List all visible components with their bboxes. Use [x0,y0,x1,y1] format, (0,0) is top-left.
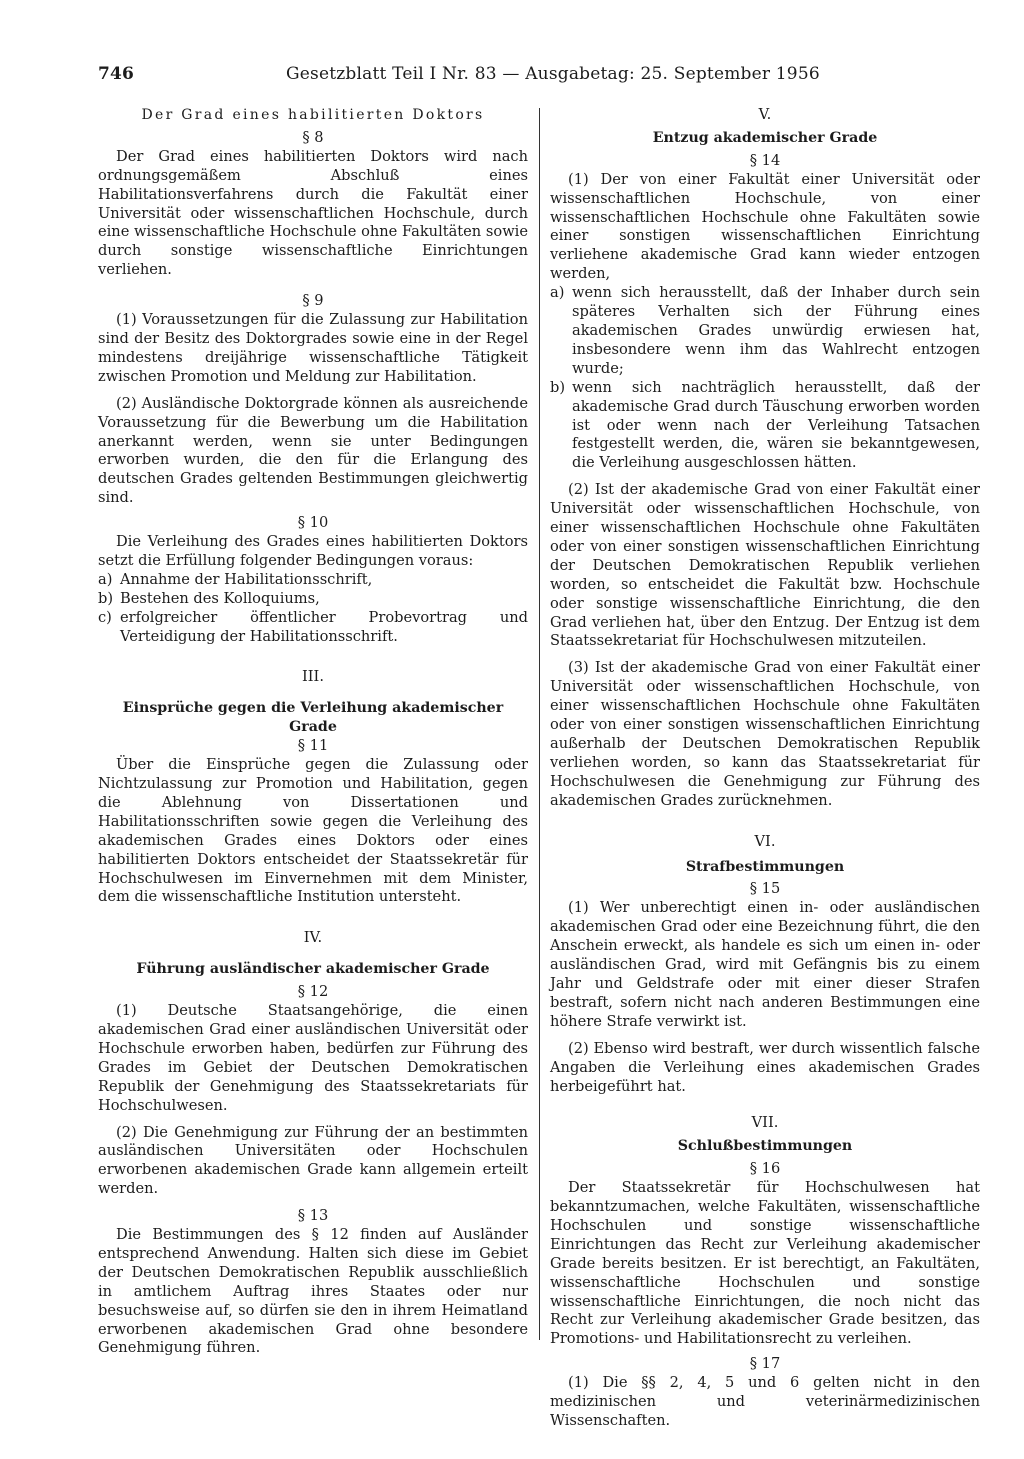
list-item: c) erfolgreicher öffentlicher Probevortrag und Verteidigung der Habilitationsschrift. [98,608,528,645]
list-item: a) Annahme der Habilitationsschrift, [98,570,373,588]
section-title-habilitation: Der Grad eines habilitierten Doktors [141,107,485,123]
paragraph-12-abs-1: (1) Deutsche Staatsangehörige, die einen akademischen Grad einer ausländischen Universität oder Hochschule erworben haben, bedürfen zur Führung des Grades im Gebiet der Deutschen Demokratischen Republik der Genehmigung des Staatssekretariats für Hochschulwesen. [98,1002,528,1114]
paragraph-17-heading: § 17 [749,1355,781,1373]
section-7-title: Schlußbestimmungen [677,1138,853,1155]
section-3-title: Einsprüche gegen die Verleihung akademischer Grade [122,700,504,736]
section-5-title: Entzug akademischer Grade [652,129,878,146]
paragraph-8-heading: § 8 [302,128,324,146]
paragraph-9-abs-2: (2) Ausländische Doktorgrade können als ausreichende Voraussetzung für die Bewerbung um die Habilitation anerkannt werden, wenn sie unter Bedingungen erworben wurden, die den für die Erlangung des deutschen Grades geltenden Bestimmungen gleichwertig sind. [98,394,528,507]
paragraph-9-heading: § 9 [302,292,324,310]
right-column [550,106,980,1431]
section-4-number: IV. [303,929,323,947]
left-column [98,106,528,1358]
section-6-title: Strafbestimmungen [685,858,845,875]
paragraph-13-heading: § 13 [297,1207,329,1225]
paragraph-14-abs-2: (2) Ist der akademische Grad von einer Fakultät einer Universität oder wissenschaftlichen Hochschule, von einer wissenschaftlichen Hochschule ohne Fakultäten oder von einer sonstigen wissenschaftlichen Einrichtung der Deutschen Demokratischen Republik verliehen worden, so entscheidet die Fakultät bzw. Hochschule oder sonstige wissenschaftliche Einrichtung, die den Grad verliehen hat, über den Entzug. Der Entzug ist dem Staatssekretariat für Hochschulwesen mitzuteilen. [550,481,980,650]
paragraph-16-text: Der Staatssekretär für Hochschulwesen hat bekanntzumachen, welche Fakultäten, wissenschaftliche Hochschulen und sonstige wissenschaftliche Einrichtungen das Recht zur Verleihung akademischer Grade bereits besitzen. Er ist berechtigt, an Fakultäten, wissenschaftliche Hochschulen und sonstige wissenschaftliche Einrichtungen, die noch nicht das Recht zur Verleihung akademischer Grade besitzen, das Promotions- und Habilitationsrecht zu verleihen. [550,1179,980,1348]
paragraph-15-heading: § 15 [749,880,781,898]
page-number: 746 [98,64,135,84]
paragraph-14-list [550,284,980,473]
paragraph-15-abs-1: (1) Wer unberechtigt einen in- oder ausländischen akademischen Grad oder eine Bezeichnung führt, die den Anschein erweckt, als handele es sich um einen in- oder ausländischen Grad, wird mit Gefängnis bis zu einem Jahr und Geldstrafe oder mit einer dieser Strafen bestraft, sofern nicht nach anderen Bestimmungen eine höhere Strafe verwirkt ist. [550,899,980,1030]
page-header [98,64,978,88]
paragraph-12-heading: § 12 [297,983,329,1001]
publication-line: Gesetzblatt Teil I Nr. 83 — Ausgabetag: 25. September 1956 [286,64,820,84]
paragraph-10-intro: Die Verleihung des Grades eines habilitierten Doktors setzt die Erfüllung folgender Bedingungen voraus: [98,533,528,569]
paragraph-8-text: Der Grad eines habilitierten Doktors wird nach ordnungsgemäßem Abschluß eines Habilitationsverfahrens durch die Fakultät einer Universität oder wissenschaftlichen Hochschule, durch eine wissenschaftliche Hochschule ohne Fakultäten sowie durch sonstige wissenschaftliche Einrichtungen verliehen. [98,147,528,279]
paragraph-10-list [98,571,528,647]
column-divider [539,108,540,1340]
paragraph-9-abs-1: (1) Voraussetzungen für die Zulassung zur Habilitation sind der Besitz des Doktorgrades sowie eine in der Regel mindestens dreijährige wissenschaftliche Tätigkeit zwischen Promotion und Meldung zur Habilitation. [98,311,528,385]
paragraph-17-text: (1) Die §§ 2, 4, 5 und 6 gelten nicht in den medizinischen und veterinärmedizinischen Wissenschaften. [550,1374,980,1429]
paragraph-15-abs-2: (2) Ebenso wird bestraft, wer durch wissentlich falsche Angaben die Verleihung eines akademischen Grades herbeigeführt hat. [550,1039,980,1095]
section-6-number: VI. [754,832,776,850]
paragraph-14-heading: § 14 [749,151,781,169]
section-3-number: III. [302,668,324,686]
paragraph-11-text: Über die Einsprüche gegen die Zulassung oder Nichtzulassung zur Promotion und Habilitation, gegen die Ablehnung von Dissertationen und Habilitationsschriften sowie gegen die Verleihung des akademischen Grades eines Doktors oder eines habilitierten Doktors entscheidet der Staatssekretär für Hochschulwesen im Einvernehmen mit dem Minister, dem die wissenschaftliche Institution untersteht. [98,756,528,906]
paragraph-14-abs-3: (3) Ist der akademische Grad von einer Fakultät einer Universität oder wissenschaftlichen Hochschule, von einer wissenschaftlichen Hochschule ohne Fakultäten oder von einer sonstigen wissenschaftlichen Einrichtung außerhalb der Deutschen Demokratischen Republik verliehen worden, so kann das Staatssekretariat für Hochschulwesen die Genehmigung zur Führung des akademischen Grades zurücknehmen. [550,659,980,809]
paragraph-13-text: Die Bestimmungen des § 12 finden auf Ausländer entsprechend Anwendung. Halten sich diese im Gebiet der Deutschen Demokratischen Republik ausschließlich in amtlichem Auftrag ihres Staates oder nur besuchsweise auf, so dürfen sie den in ihrem Heimatland erworbenen akademischen Grad ohne besondere Genehmigung führen. [98,1226,528,1357]
paragraph-14-abs-1: (1) Der von einer Fakultät einer Universität oder wissenschaftlichen Hochschule, von einer wissenschaftlichen Hochschule ohne Fakultäten sowie einer sonstigen wissenschaftlichen Einrichtung verliehene akademische Grad kann wieder entzogen werden, [550,170,980,283]
section-7-number: VII. [751,1114,779,1132]
list-item: b) Bestehen des Kolloquiums, [98,589,320,607]
section-4-title: Führung ausländischer akademischer Grade [136,961,490,978]
list-item: b) wenn sich nachträglich herausstellt, daß der akademische Grad durch Täuschung erworben worden ist oder wenn nach der Verleihung Tatsachen festgestellt werden, die, wären sie bekanntgewesen, die Verleihung ausgeschlossen hätten. [550,378,980,472]
paragraph-11-heading: § 11 [297,737,329,755]
section-5-number: V. [758,106,772,123]
paragraph-16-heading: § 16 [749,1160,781,1178]
paragraph-10-heading: § 10 [297,514,329,532]
list-item: a) wenn sich herausstellt, daß der Inhaber durch sein späteres Verhalten sich der Führung eines akademischen Grades unwürdig erwiesen hat, insbesondere wenn ihm das Wahlrecht entzogen wurde; [550,284,980,377]
paragraph-12-abs-2: (2) Die Genehmigung zur Führung der an bestimmten ausländischen Universitäten oder Hochschulen erworbenen akademischen Grade kann allgemein erteilt werden. [98,1123,528,1198]
